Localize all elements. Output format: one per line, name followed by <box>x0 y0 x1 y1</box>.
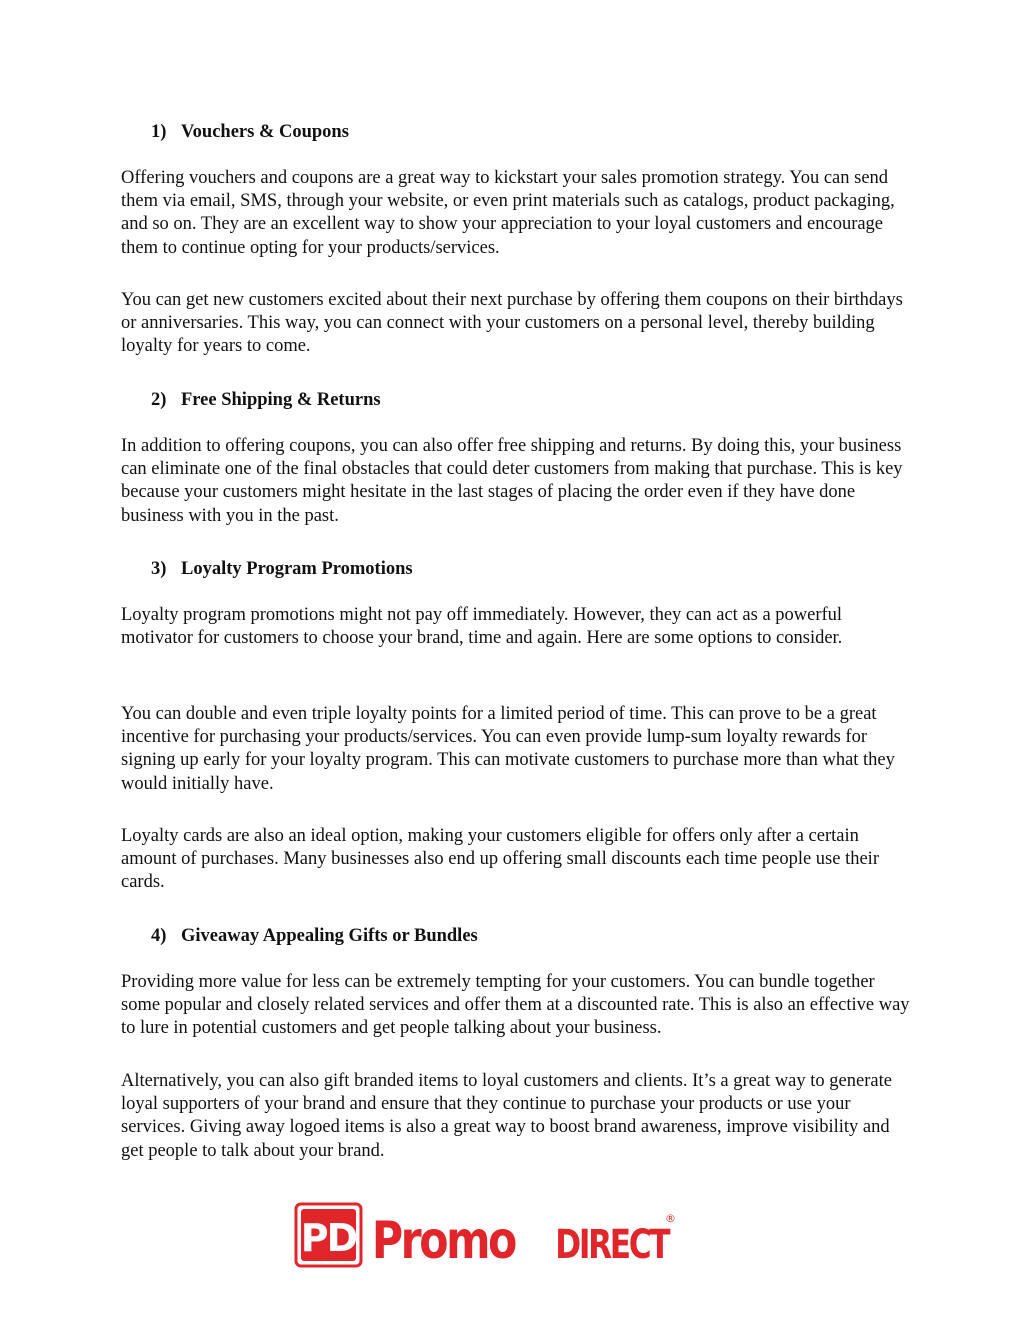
section-number: 1) <box>151 122 167 142</box>
promo-direct-logo <box>294 1200 678 1270</box>
section-heading-free-shipping <box>151 389 381 412</box>
section-number: 2) <box>151 390 167 410</box>
paragraph: Providing more value for less can be extremely tempting for your customers. You can bundle together some popular and closely related services and offer them at a discounted rate. This is also an effective way to lure in potential customers and get people talking about your business. <box>121 972 910 1039</box>
logo-registered-mark: ® <box>665 1212 676 1225</box>
section-heading-vouchers <box>151 121 349 144</box>
logo-wordmark-direct: DIRECT <box>555 1222 669 1269</box>
logo-monogram: PD <box>300 1216 357 1260</box>
section-title: Giveaway Appealing Gifts or Bundles <box>181 926 478 946</box>
section-title: Loyalty Program Promotions <box>181 559 413 579</box>
logo-wordmark-promo: Promo <box>371 1210 515 1270</box>
paragraph: You can get new customers excited about their next purchase by offering them coupons on their birthdays or anniversaries. This way, you can connect with your customers on a personal level, thereby building loyalty for years to come. <box>121 290 903 357</box>
paragraph: Offering vouchers and coupons are a great way to kickstart your sales promotion strategy. You can send them via email, SMS, through your website, or even print materials such as catalogs, product packaging, and so on. They are an excellent way to show your appreciation to your loyal customers and encourage them to continue opting for your products/services. <box>121 168 895 258</box>
paragraph: In addition to offering coupons, you can also offer free shipping and returns. By doing this, your business can eliminate one of the final obstacles that could deter customers from making that purchase. This is key because your customers might hesitate in the last stages of placing the order even if they have done business with you in the past. <box>121 436 903 526</box>
paragraph: Loyalty cards are also an ideal option, making your customers eligible for offers only after a certain amount of purchases. Many businesses also end up offering small discounts each time people use their cards. <box>121 826 879 893</box>
paragraph: You can double and even triple loyalty points for a limited period of time. This can prove to be a great incentive for purchasing your products/services. You can even provide lump-sum loyalty rewards for signing up early for your loyalty program. This can motivate customers to purchase more than what they would initially have. <box>121 704 895 794</box>
section-heading-loyalty-program <box>151 558 413 581</box>
section-title: Free Shipping & Returns <box>181 390 381 410</box>
paragraph: Alternatively, you can also gift branded items to loyal customers and clients. It’s a great way to generate loyal supporters of your brand and ensure that they continue to purchase your products or use your services. Giving away logoed items is also a great way to boost brand awareness, improve visibility and get people to talk about your brand. <box>121 1071 892 1161</box>
section-number: 3) <box>151 559 167 579</box>
paragraph: Loyalty program promotions might not pay off immediately. However, they can act as a powerful motivator for customers to choose your brand, time and again. Here are some options to consider. <box>121 605 843 649</box>
section-heading-giveaway <box>151 925 478 948</box>
section-title: Vouchers & Coupons <box>181 122 349 142</box>
section-number: 4) <box>151 926 167 946</box>
